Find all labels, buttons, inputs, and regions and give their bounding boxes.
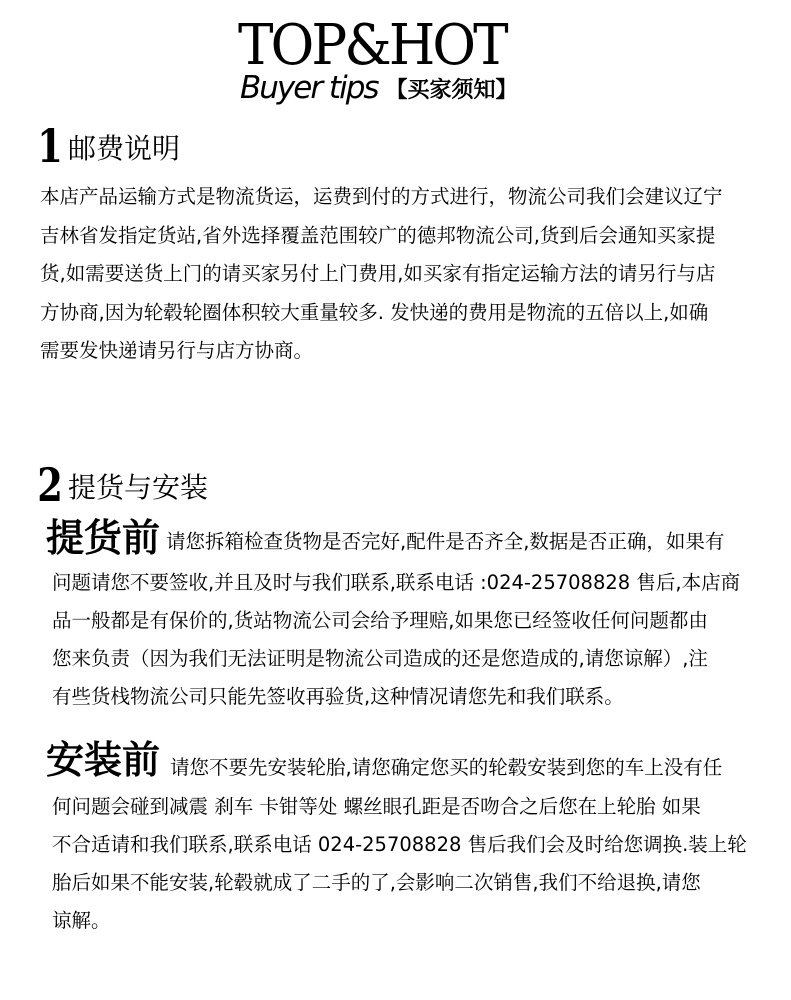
paragraph-line: 不合适请和我们联系,联系电话 024-25708828 售后我们会及时给您调换.装上轮 [52,833,747,856]
install-label: 安装前 [46,737,161,782]
paragraph-line: 何问题会碰到减震 刹车 卡钳等处 螺丝眼孔距是否吻合之后您在上轮胎 如果 [52,795,701,818]
section-2-title: 提货与安装 [68,471,209,504]
paragraph-line: 吉林省发指定货站,省外选择覆盖范围较广的德邦物流公司,货到后会通知买家提 [40,223,716,247]
subtitle-english: Buyer tips [240,70,378,106]
section-1-title: 邮费说明 [68,132,181,165]
brand-title: TOP&HOT [238,13,506,78]
paragraph-line: 需要发快递请另行与店方协商。 [40,339,314,362]
paragraph-line: 谅解。 [52,909,111,932]
paragraph-line: 胎后如果不能安装,轮毂就成了二手的了,会影响二次销售,我们不给退换,请您 [52,871,701,894]
pickup-first-line: 请您拆箱检查货物是否完好,配件是否齐全,数据是否正确，如果有 [166,530,725,553]
paragraph-line: 您来负责（因为我们无法证明是物流公司造成的还是您造成的,请您谅解）,注 [52,647,708,670]
pickup-label: 提货前 [46,515,161,560]
paragraph-line: 本店产品运输方式是物流货运，运费到付的方式进行，物流公司我们会建议辽宁 [40,185,723,208]
subtitle-chinese: 【买家须知】 [385,77,518,103]
install-first-line: 请您不要先安装轮胎,请您确定您买的轮毂安装到您的车上没有任 [170,756,723,779]
paragraph-line: 有些货栈物流公司只能先签收再验货,这种情况请您先和我们联系。 [52,685,624,708]
install-body [52,788,777,940]
paragraph-line: 方协商,因为轮毂轮圈体积较大重量较多. 发快递的费用是物流的五倍以上,如确 [40,300,709,324]
section-1-number: 1 [37,119,63,173]
section-2-number: 2 [37,458,63,512]
paragraph-line: 问题请您不要签收,并且及时与我们联系,联系电话 :024-25708828 售后,本店商 [52,571,741,594]
header-subtitle [240,70,518,106]
section-1-heading [34,119,181,173]
section-2-heading [34,458,209,512]
pickup-body [52,564,777,716]
paragraph-line: 货,如需要送货上门的请买家另付上门费用,如买家有指定运输方法的请另行与店 [40,262,716,285]
paragraph-line: 品一般都是有保价的,货站物流公司会给予理赔,如果您已经签收任何问题都由 [52,609,708,632]
section-1-body [40,178,765,371]
